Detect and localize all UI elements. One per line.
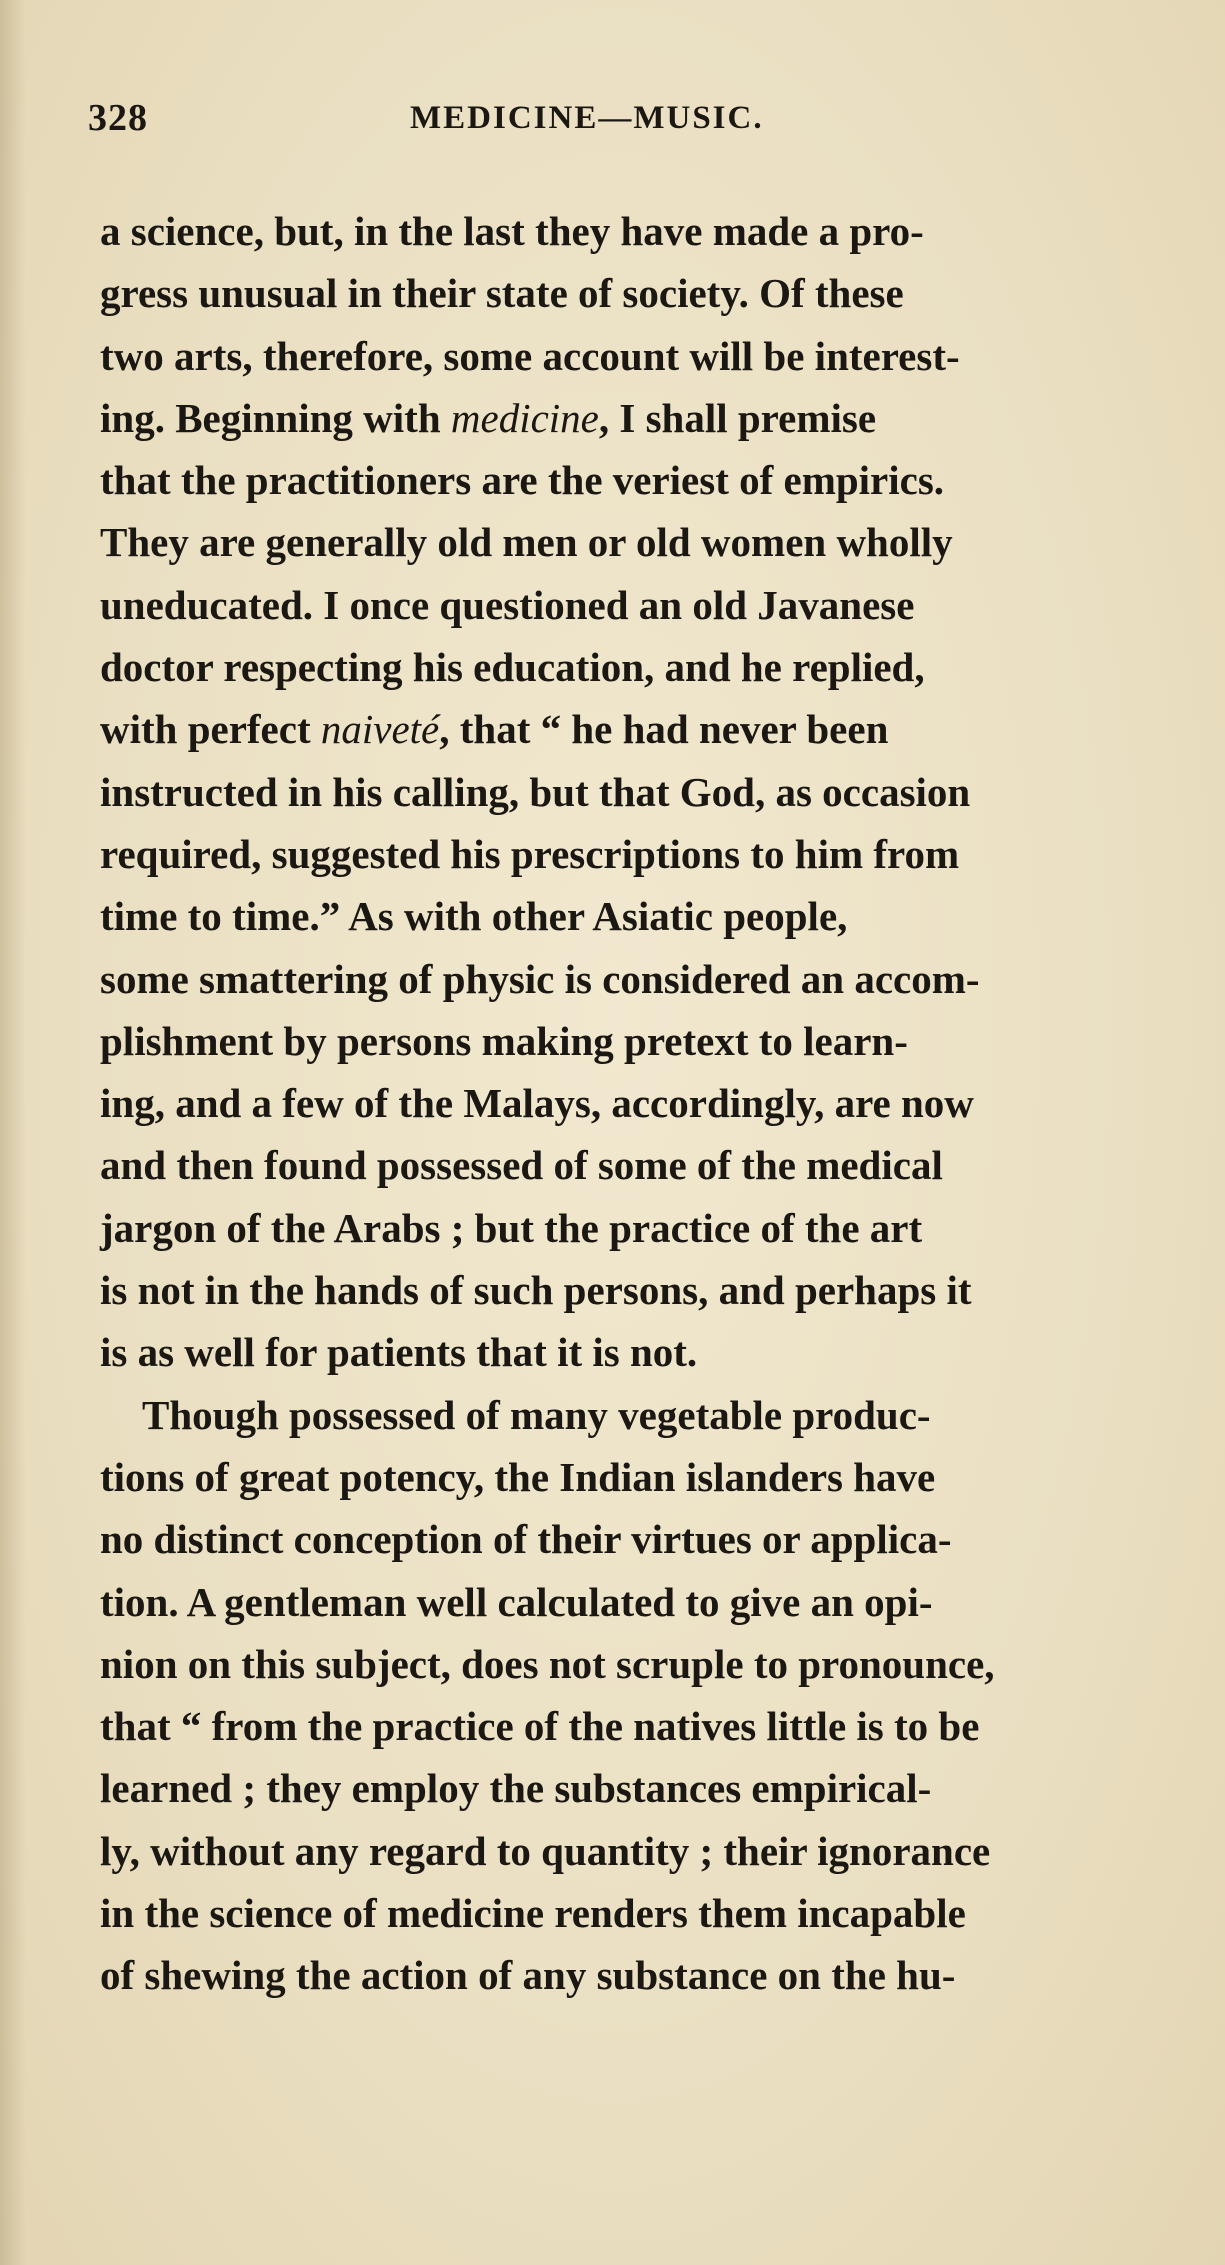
text-line xyxy=(100,1944,1140,2006)
text-line xyxy=(100,1757,1140,1819)
text-line xyxy=(100,885,1140,947)
text-line xyxy=(100,1321,1140,1383)
italic-term-naivete: naiveté xyxy=(320,706,440,753)
text-line xyxy=(100,1820,1140,1882)
text-line xyxy=(100,387,1140,449)
text-line xyxy=(100,948,1140,1010)
text-segment: Though possessed of many vegetable produc- xyxy=(142,1391,931,1438)
text-line xyxy=(100,1010,1140,1072)
page-header xyxy=(88,96,988,156)
italic-term-medicine: medicine xyxy=(450,394,599,441)
text-segment: , that “ he had never been xyxy=(439,706,889,753)
text-line xyxy=(100,698,1140,760)
page-number: 328 xyxy=(88,97,148,139)
text-line xyxy=(100,1072,1140,1134)
text-segment: tion. A gentleman well calculated to give an opi- xyxy=(100,1578,933,1625)
text-line xyxy=(100,1134,1140,1196)
text-line xyxy=(100,1882,1140,1944)
text-line xyxy=(100,1508,1140,1570)
text-segment: plishment by persons making pretext to learn- xyxy=(100,1017,908,1064)
text-segment: a science, but, in the last they have made a pro- xyxy=(100,208,924,254)
text-line xyxy=(100,761,1140,823)
text-line xyxy=(100,511,1140,573)
text-segment: time to time.” As with other Asiatic people, xyxy=(100,893,848,940)
text-line xyxy=(100,1446,1140,1508)
text-segment: ly, without any regard to quantity ; their ignorance xyxy=(100,1827,991,1874)
text-segment: that the practitioners are the veriest of empirics. xyxy=(100,457,945,504)
text-segment: , I shall premise xyxy=(598,394,877,441)
text-segment: nion on this subject, does not scruple to pronounce, xyxy=(100,1640,995,1687)
text-segment: that “ from the practice of the natives little is to be xyxy=(100,1703,980,1750)
text-line xyxy=(100,1197,1140,1259)
paragraph-first-line xyxy=(100,1384,1140,1446)
text-segment: uneducated. I once questioned an old Javanese xyxy=(100,581,915,628)
text-segment: two arts, therefore, some account will be interest- xyxy=(100,332,960,379)
text-segment: is as well for patients that it is not. xyxy=(100,1329,698,1376)
text-line xyxy=(100,823,1140,885)
text-segment: tions of great potency, the Indian islanders have xyxy=(100,1453,936,1500)
text-line xyxy=(100,636,1140,698)
text-line xyxy=(100,1633,1140,1695)
text-segment: with perfect xyxy=(100,706,321,753)
text-line xyxy=(100,1571,1140,1633)
text-segment: required, suggested his prescriptions to him from xyxy=(100,830,960,877)
text-line xyxy=(100,325,1140,387)
text-segment: jargon of the Arabs ; but the practice of the art xyxy=(100,1204,923,1251)
text-segment: is not in the hands of such persons, and perhaps it xyxy=(100,1267,972,1314)
text-segment: doctor respecting his education, and he replied, xyxy=(100,644,925,691)
text-line xyxy=(100,1695,1140,1757)
text-segment: ing. Beginning with xyxy=(100,394,451,441)
text-line xyxy=(100,1259,1140,1321)
text-segment: They are generally old men or old women wholly xyxy=(100,519,953,566)
text-segment: some smattering of physic is considered an accom- xyxy=(100,955,980,1002)
text-segment: instructed in his calling, but that God, as occasion xyxy=(100,768,971,815)
text-line xyxy=(100,200,1140,262)
body-text xyxy=(100,200,1140,2007)
text-segment: of shewing the action of any substance on the hu- xyxy=(100,1952,956,1999)
text-segment: and then found possessed of some of the medical xyxy=(100,1142,943,1189)
text-segment: ing, and a few of the Malays, accordingly, are now xyxy=(100,1080,974,1127)
page-edge-shadow xyxy=(0,0,26,2265)
text-line xyxy=(100,449,1140,511)
text-segment: no distinct conception of their virtues or applica- xyxy=(100,1516,952,1563)
text-segment: learned ; they employ the substances empirical- xyxy=(100,1765,932,1812)
text-line xyxy=(100,262,1140,324)
text-segment: gress unusual in their state of society. Of these xyxy=(100,270,904,317)
running-head: MEDICINE—MUSIC. xyxy=(410,100,764,136)
text-line xyxy=(100,574,1140,636)
text-segment: in the science of medicine renders them incapable xyxy=(100,1890,966,1937)
